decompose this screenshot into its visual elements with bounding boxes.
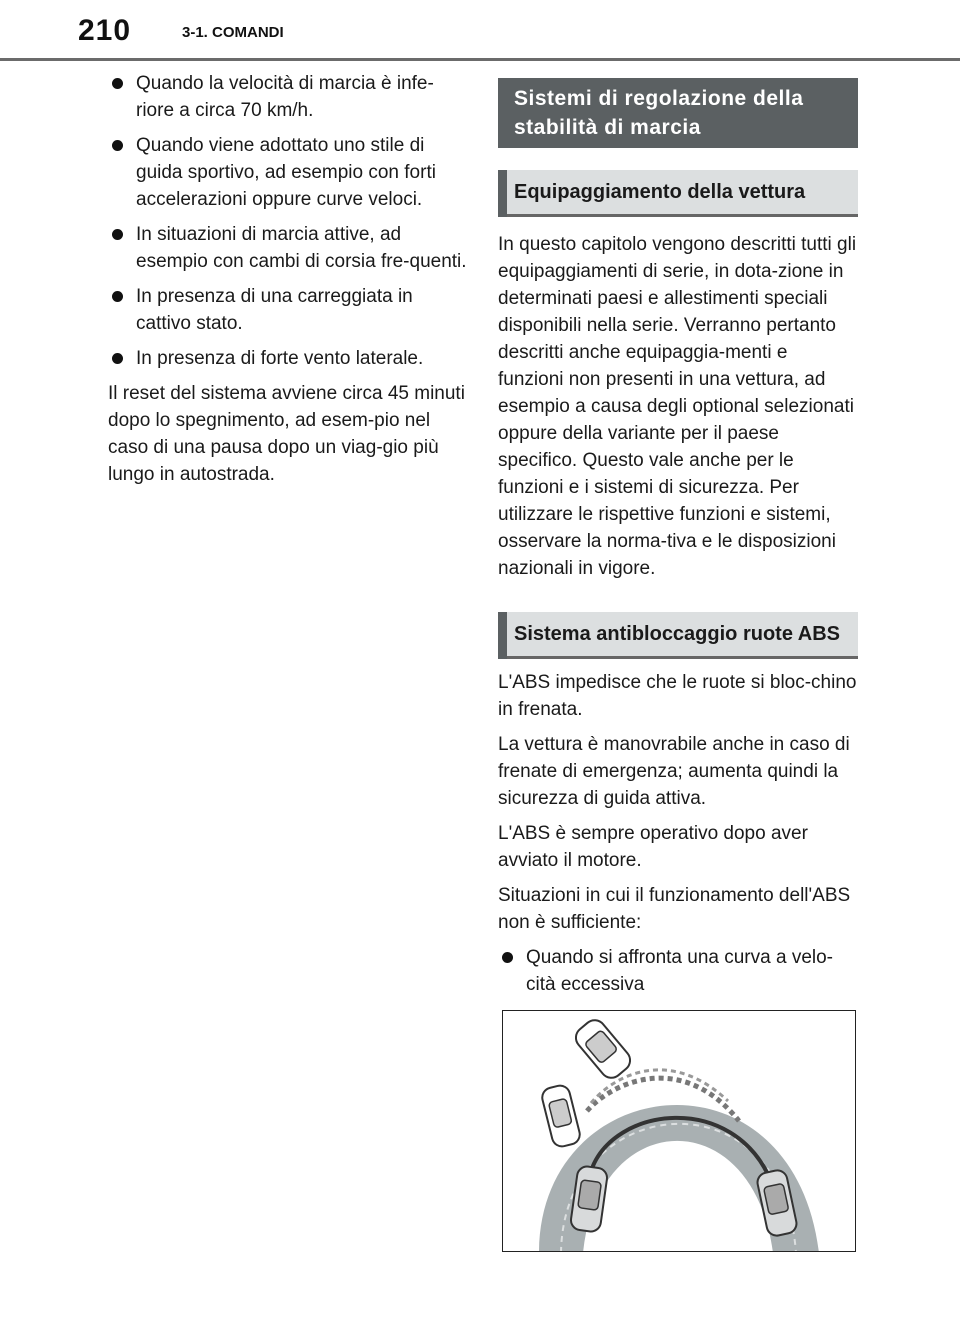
- abs-curve-illustration: [502, 1010, 856, 1252]
- abs-paragraph: L'ABS è sempre operativo dopo aver avviato il motore.: [498, 823, 808, 871]
- heading-accent-bar: [498, 612, 507, 659]
- abs-paragraph: L'ABS impedisce che le ruote si bloc-chino in frenata.: [498, 672, 857, 720]
- abs-text: [498, 669, 858, 998]
- bullet-item: In presenza di una carreggiata in cattivo stato.: [108, 283, 468, 337]
- bullet-dot-icon: [112, 78, 123, 89]
- equipment-paragraph: In questo capitolo vengono descritti tutti gli equipaggiamenti di serie, in dota-zione in determinati paesi e allestimenti speciali disponibili nella serie. Verranno pertanto descritti anche equipaggia-menti e funzioni non presenti in una vettura, ad esempio a causa degli optional selezionati oppure della variante per il paese specifico. Questo vale anche per le funzioni e i sistemi di sicurezza. Per utilizzare le rispettive funzioni e sistemi, osservare la norma-tiva e le disposizioni nazionali in vigore.: [498, 234, 857, 579]
- curve-road-drawing: [503, 1011, 856, 1252]
- heading-accent-bar: [498, 170, 507, 217]
- bullet-dot-icon: [112, 291, 123, 302]
- header-rule: [0, 58, 960, 61]
- car-icon: [540, 1084, 582, 1149]
- bullet-item: Quando viene adottato uno stile di guida sportivo, ad esempio con forti accelerazioni oppure curve veloci.: [108, 132, 468, 213]
- car-icon: [571, 1016, 634, 1083]
- abs-paragraph: Situazioni in cui il funzionamento dell'ABS non è sufficiente:: [498, 885, 851, 933]
- page-number: 210: [78, 14, 132, 47]
- bullet-dot-icon: [112, 353, 123, 364]
- bullet-item: In presenza di forte vento laterale.: [108, 345, 468, 372]
- bullet-item: Quando la velocità di marcia è infe-riore a circa 70 km/h.: [108, 70, 468, 124]
- bullet-dot-icon: [112, 229, 123, 240]
- section-heading-equipment: Equipaggiamento della vettura: [498, 170, 858, 217]
- section-label: 3-1. COMANDI: [182, 24, 284, 41]
- reset-paragraph: Il reset del sistema avviene circa 45 minuti dopo lo spegnimento, ad esem-pio nel caso di una pausa dopo un viag-gio più lungo in autostrada.: [108, 383, 465, 485]
- chapter-title: Sistemi di regolazione della stabilità di marcia: [498, 78, 858, 148]
- section-heading-abs: Sistema antibloccaggio ruote ABS: [498, 612, 858, 659]
- bullet-item: Quando si affronta una curva a velo-cità eccessiva: [498, 944, 858, 998]
- left-column: [108, 70, 468, 496]
- right-column: [498, 78, 858, 1006]
- bullet-dot-icon: [112, 140, 123, 151]
- bullet-item: In situazioni di marcia attive, ad esempio con cambi di corsia fre-quenti.: [108, 221, 468, 275]
- abs-paragraph: La vettura è manovrabile anche in caso di frenate di emergenza; aumenta quindi la sicurezza di guida attiva.: [498, 734, 850, 809]
- bullet-dot-icon: [502, 952, 513, 963]
